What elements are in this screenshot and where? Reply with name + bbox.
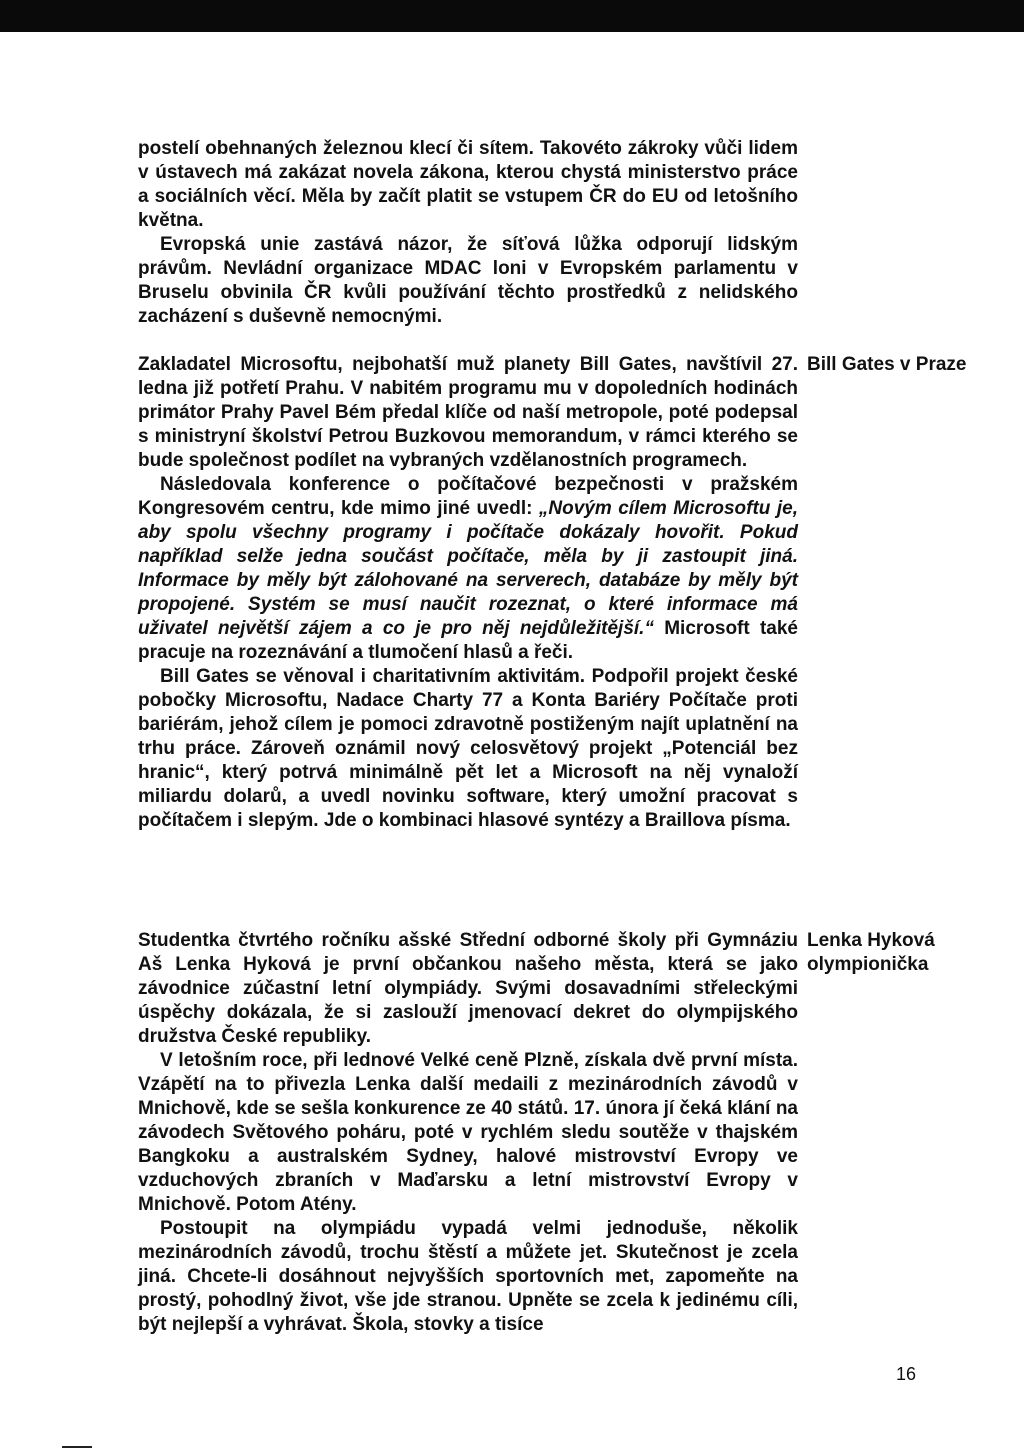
paragraph: Evropská unie zastává názor, že síťová lůžka odporují lidským právům. Nevládní organizace MDAC loni v Evropském parlamentu v Bruselu obvinila ČR kvůli používání těchto prostředků z nelidského zacházení s duševně nemocnými. <box>138 234 798 327</box>
article-lenka-hykova <box>138 929 798 1337</box>
paragraph-intro: Následovala konference o počítačové bezpečnosti v pražském Kongresovém centru, kde mimo jiné uvedl: <box>138 474 798 519</box>
paragraph: Zakladatel Microsoftu, nejbohatší muž planety Bill Gates, navštívil 27. ledna již potřetí Prahu. V nabitém programu mu v dopoledních hodinách primátor Prahy Pavel Bém předal klíče od naší metropole, poté podepsal s ministryní školství Petrou Buzkovou memorandum, v rámci kterého se bude společnost podílet na vybraných vzdělanostních programech. <box>138 354 798 471</box>
side-heading-lenka-hykova <box>807 929 1007 977</box>
paragraph: postelí obehnaných železnou klecí či sítem. Takovéto zákroky vůči lidem v ústavech má zakázat novela zákona, kterou chystá ministerstvo práce a sociálních věcí. Měla by začít platit se vstupem ČR do EU od letošního května. <box>138 138 798 231</box>
paragraph: Postoupit na olympiádu vypadá velmi jednoduše, několik mezinárodních závodů, trochu štěstí a můžete jet. Skutečnost je zcela jiná. Chcete-li dosáhnout nejvyšších sportovních met, zapomeňte na prostý, pohodlný život, vše jde stranou. Upněte se zcela k jedinému cíli, být nejlepší a vyhrávat. Škola, stovky a tisíce <box>138 1218 798 1335</box>
paragraph: Studentka čtvrtého ročníku ašské Střední odborné školy při Gymnáziu Aš Lenka Hyková je první občankou našeho města, která se jako závodnice zúčastní letní olympiády. Svými dosavadními střeleckými úspěchy dokázala, že si zaslouží jmenovací dekret do olympijského družstva České republiky. <box>138 930 798 1047</box>
article-bill-gates <box>138 353 798 833</box>
side-heading-bill-gates: Bill Gates v Praze <box>807 354 967 375</box>
article-sitova-luzka <box>138 137 798 329</box>
paragraph <box>138 473 798 665</box>
paragraph: V letošním roce, při lednové Velké ceně Plzně, získala dvě první místa. Vzápětí na to přivezla Lenka další medaili z mezinárodních závodů v Mnichově, kde se sešla konkurence ze 40 států. 17. února jí čeká klání na závodech Světového poháru, poté v rychlém sledu soutěže v thajském Bangkoku a australském Sydney, halové mistrovství Evropy ve vzduchových zbraních v Maďarsku a letní mistrovství Evropy v Mnichově. Potom Atény. <box>138 1050 798 1215</box>
page-number: 16 <box>896 1364 917 1384</box>
paragraph: Bill Gates se věnoval i charitativním aktivitám. Podpořil projekt české pobočky Microsoftu, Nadace Charty 77 a Konta Bariéry Počítače proti bariérám, jehož cílem je pomoci zdravotně postiženým najít uplatnění na trhu práce. Zároveň oznámil nový celosvětový projekt „Potenciál bez hranic“, který potrvá minimálně pět let a Microsoft na něj vynaloží miliardu dolarů, a uvedl novinku software, který umožní pracovat s počítačem i slepým. Jde o kombinaci hlasové syntézy a Braillova písma. <box>138 666 798 831</box>
paragraph-outro: Microsoft také pracuje na rozeznávání a tlumočení hlasů a řeči. <box>138 618 798 663</box>
side-heading-line: Lenka Hyková <box>807 930 935 951</box>
side-heading-line: olympionička <box>807 954 929 975</box>
quote: „Novým cílem Microsoftu je, aby spolu všechny programy i počítače dokázaly hovořit. Pokud například selže jedna součást počítače, měla by ji zastoupit jiná. Informace by měly být zálohované na serverech, databáze by měly být propojené. Systém se musí naučit rozeznat, o které informace má uživatel největší zájem a co je pro něj nejdůležitější.“ <box>138 498 798 639</box>
scan-mark <box>62 1446 92 1448</box>
scan-top-border <box>0 0 1024 32</box>
